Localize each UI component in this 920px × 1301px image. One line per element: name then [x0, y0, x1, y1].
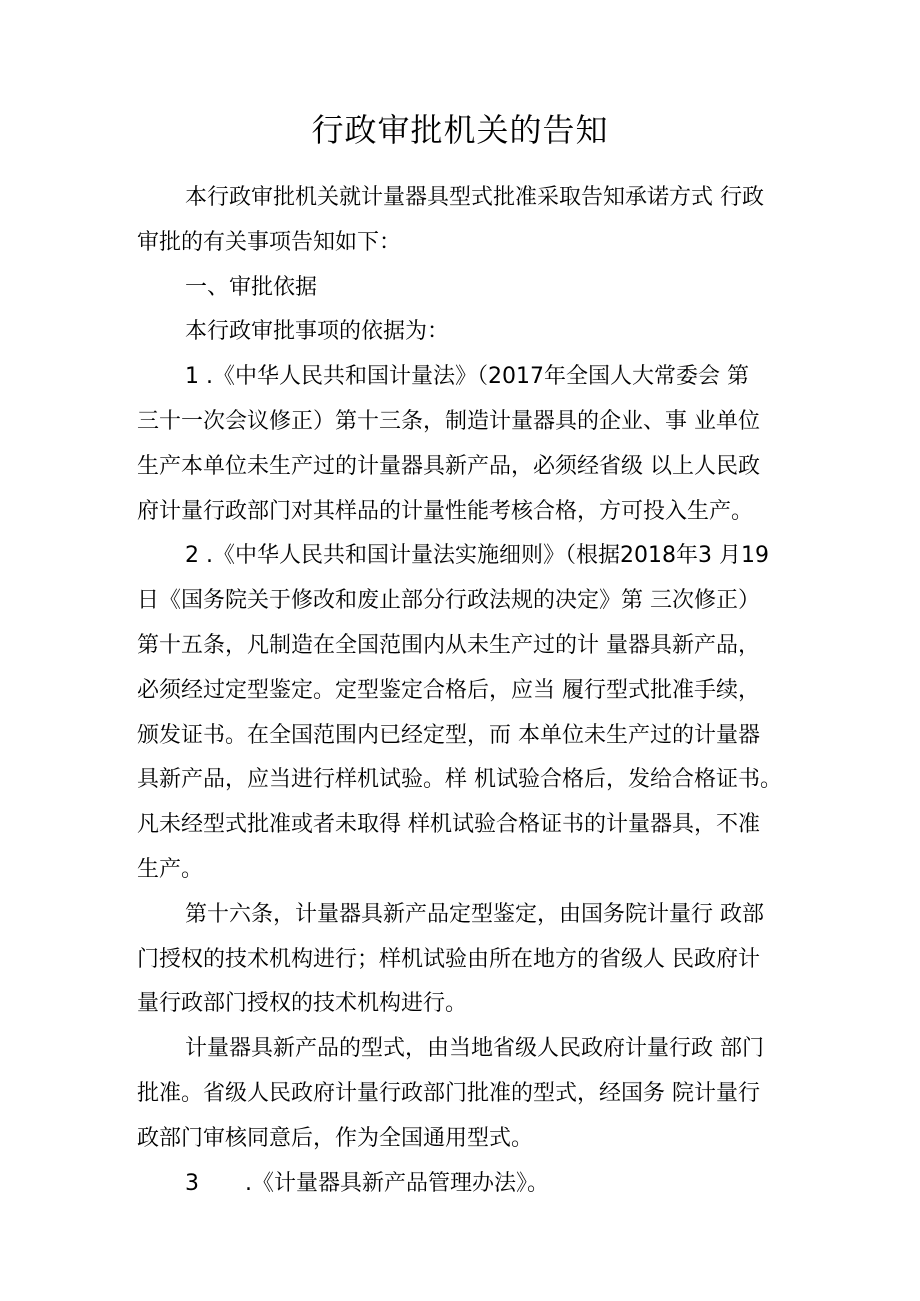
item-2-line: 第十五条，凡制造在全国范围内从未生产过的计 量器具新产品， [137, 632, 760, 658]
section-heading [137, 266, 797, 311]
item-2-line: 日《国务院关于修改和废止部分行政法规的决定》第 三次修正） [137, 588, 760, 614]
article-16-line: 门授权的技术机构进行；样机试验由所在地方的省级人 民政府计 [137, 946, 760, 972]
item-2-line: 生产。 [137, 856, 204, 882]
item-3-paragraph [137, 1162, 797, 1207]
type-approval-line: 政部门审核同意后，作为全国通用型式。 [137, 1125, 534, 1151]
intro-line: 本行政审批机关就计量器具型式批准采取告知承诺方式 行政 [185, 185, 764, 210]
item-1-paragraph [137, 355, 797, 534]
item-2-paragraph [137, 534, 797, 892]
item-3-text: .《计量器具新产品管理办法》。 [245, 1170, 549, 1196]
item-1-line: 府计量行政部门对其样品的计量性能考核合格，方可投入生产。 [137, 498, 754, 524]
item-2-line: 颁发证书。在全国范围内已经定型，而 本单位未生产过的计量器 [137, 722, 760, 748]
intro-line: 审批的有关事项告知如下： [137, 229, 402, 255]
basis-intro: 本行政审批事项的依据为： [185, 319, 450, 345]
article-16-line: 量行政部门授权的技术机构进行。 [137, 991, 468, 1017]
item-2-line: 具新产品，应当进行样机试验。样 机试验合格后，发给合格证书。 [137, 767, 782, 793]
type-approval-line: 批准。省级人民政府计量行政部门批准的型式，经国务 院计量行 [137, 1080, 760, 1106]
item-2-line: 必须经过定型鉴定。定型鉴定合格后，应当 履行型式批准手续， [137, 677, 760, 703]
item-1-line: 生产本单位未生产过的计量器具新产品，必须经省级 以上人民政 [137, 453, 760, 479]
item-1-line: 1 .《中华人民共和国计量法》（2017年全国人大常委会 第 [185, 364, 749, 390]
article-16-line: 第十六条，计量器具新产品定型鉴定，由国务院计量行 政部 [185, 901, 764, 927]
document-title: 行政审批机关的告知 [311, 111, 609, 149]
item-2-line: 2 .《中华人民共和国计量法实施细则》（根据2018年3 月19 [185, 543, 769, 569]
article-16-paragraph [137, 893, 797, 1027]
item-3-number: 3 [185, 1170, 199, 1196]
type-approval-line: 计量器具新产品的型式，由当地省级人民政府计量行政 部门 [185, 1036, 764, 1062]
section-1-heading: 一、审批依据 [185, 274, 318, 300]
document-body [137, 176, 797, 1206]
item-2-line: 凡未经型式批准或者未取得 样机试验合格证书的计量器具，不准 [137, 812, 760, 838]
basis-intro-paragraph [137, 310, 797, 355]
type-approval-paragraph [137, 1027, 797, 1161]
item-1-line: 三十一次会议修正）第十三条，制造计量器具的企业、事 业单位 [137, 408, 760, 434]
item-3-line [137, 1162, 797, 1207]
intro-paragraph [137, 176, 797, 266]
